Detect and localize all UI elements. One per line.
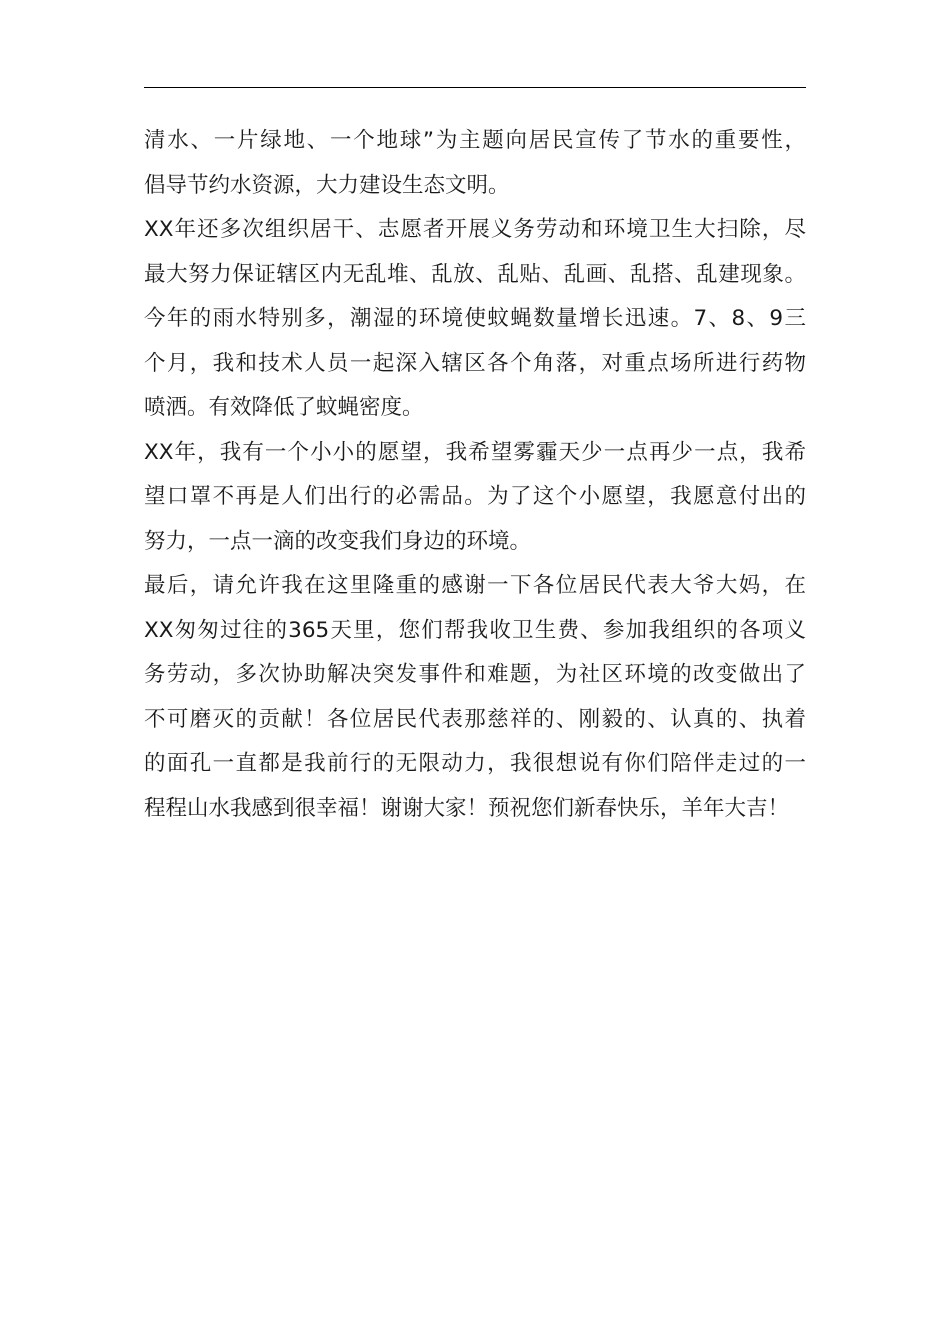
text-line: 倡导节约水资源，大力建设生态文明。 [144, 172, 510, 198]
text-line: 清水、一片绿地、一个地球”为主题向居民宣传了节水的重要性， [144, 128, 806, 153]
text-line: XX匆匆过往的365天里，您们帮我收卫生费、参加我组织的各项义 [144, 617, 806, 643]
text-line: 最大努力保证辖区内无乱堆、乱放、乱贴、乱画、乱搭、乱建现象。 [144, 261, 806, 287]
text-line: 今年的雨水特别多，潮湿的环境使蚊蝇数量增长迅速。7、8、9三 [144, 306, 806, 331]
text-line: 努力，一点一滴的改变我们身边的环境。 [144, 528, 532, 554]
text-line: XX年，我有一个小小的愿望，我希望雾霾天少一点再少一点，我希 [144, 439, 806, 465]
body-text [144, 119, 806, 831]
text-line: 的面孔一直都是我前行的无限动力，我很想说有你们陪伴走过的一 [144, 751, 806, 776]
text-line: 望口罩不再是人们出行的必需品。为了这个小愿望，我愿意付出的 [144, 484, 806, 509]
text-line: 程程山水我感到很幸福！谢谢大家！预祝您们新春快乐，羊年大吉！ [144, 795, 790, 821]
header-divider [144, 87, 806, 88]
text-line: 务劳动，多次协助解决突发事件和难题，为社区环境的改变做出了 [144, 662, 806, 687]
text-line: 不可磨灭的贡献！各位居民代表那慈祥的、刚毅的、认真的、执着 [144, 706, 806, 732]
text-line: 个月，我和技术人员一起深入辖区各个角落，对重点场所进行药物 [144, 350, 806, 376]
text-line: XX年还多次组织居干、志愿者开展义务劳动和环境卫生大扫除，尽 [144, 217, 806, 242]
text-line: 最后，请允许我在这里隆重的感谢一下各位居民代表大爷大妈，在 [144, 573, 806, 598]
text-line: 喷洒。有效降低了蚊蝇密度。 [144, 395, 424, 420]
